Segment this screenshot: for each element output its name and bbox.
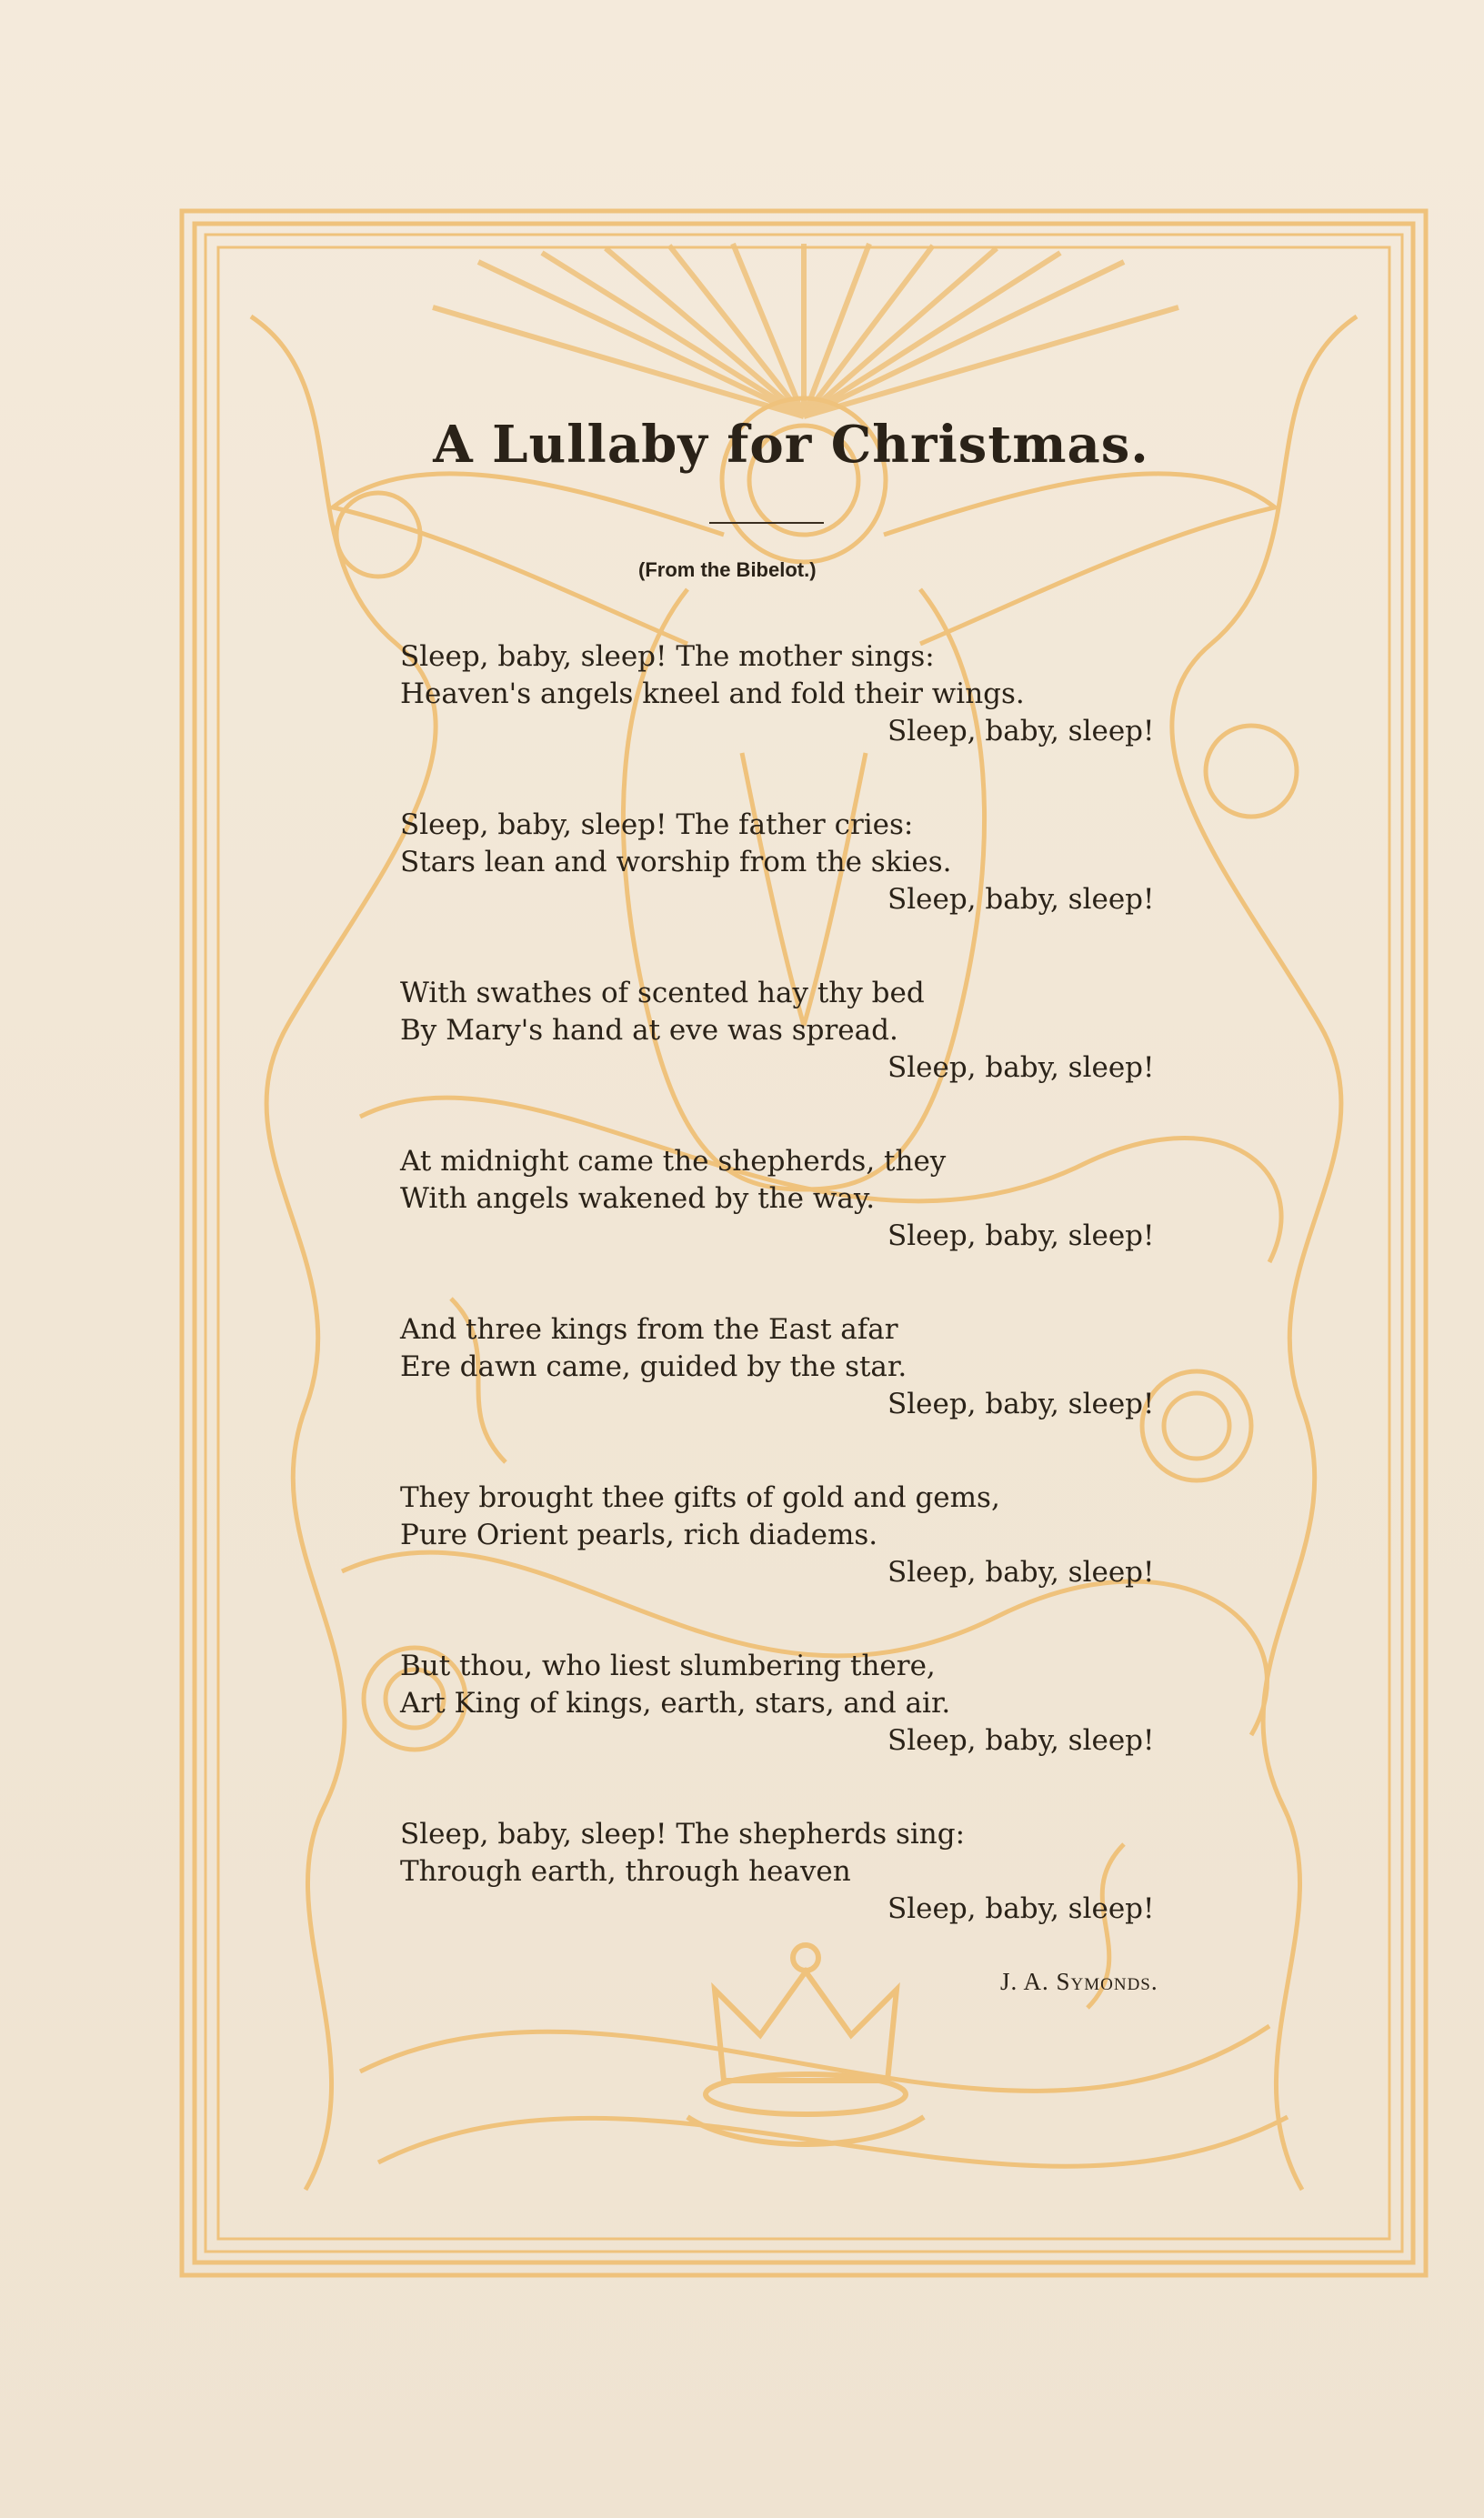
verse-line: Through earth, through heaven (400, 1855, 851, 1888)
stanza (400, 975, 1182, 1087)
stanza (400, 1648, 1182, 1760)
poem-author (1000, 1968, 1182, 1996)
stanza (400, 807, 1182, 918)
stanza (400, 1480, 1182, 1591)
verse-line: Stars lean and worship from the skies. (400, 846, 952, 878)
poem-source: (From the Bibelot.) (638, 558, 817, 581)
verse-line: Heaven's angels kneel and fold their wings. (400, 677, 1025, 710)
verse-line: Sleep, baby, sleep! The mother sings: (400, 640, 935, 673)
stanza (400, 1816, 1182, 1928)
verse-line: And three kings from the East afar (400, 1313, 898, 1346)
verse-line: Sleep, baby, sleep! The shepherds sing: (400, 1818, 966, 1851)
stanza (400, 1311, 1182, 1423)
stanza (400, 1143, 1182, 1255)
verse-line: With swathes of scented hay thy bed (400, 977, 925, 1009)
author-name: J. A. Symonds. (1000, 1968, 1158, 1995)
verse-line: With angels wakened by the way. (400, 1182, 876, 1215)
refrain-line: Sleep, baby, sleep! (887, 1556, 1155, 1589)
refrain-line: Sleep, baby, sleep! (887, 1892, 1155, 1925)
verse-line: They brought thee gifts of gold and gems, (400, 1481, 1000, 1514)
verse-line: Art King of kings, earth, stars, and air. (400, 1687, 951, 1720)
poem-title: A Lullaby for Christmas. (433, 415, 1149, 475)
verse-line: But thou, who liest slumbering there, (400, 1650, 936, 1682)
sun-rays-icon (433, 244, 1178, 416)
refrain-line: Sleep, baby, sleep! (887, 1219, 1155, 1252)
stanza (400, 638, 1182, 750)
verse-line: By Mary's hand at eve was spread. (400, 1014, 898, 1047)
verse-line: At midnight came the shepherds, they (400, 1145, 947, 1178)
refrain-line: Sleep, baby, sleep! (887, 1051, 1155, 1084)
verse-line: Ere dawn came, guided by the star. (400, 1350, 907, 1383)
refrain-line: Sleep, baby, sleep! (887, 1388, 1155, 1420)
verse-line: Sleep, baby, sleep! The father cries: (400, 808, 914, 841)
refrain-line: Sleep, baby, sleep! (887, 1724, 1155, 1757)
refrain-line: Sleep, baby, sleep! (887, 883, 1155, 916)
verse-line: Pure Orient pearls, rich diadems. (400, 1519, 878, 1551)
poem (400, 415, 1182, 1996)
title-divider (709, 522, 824, 524)
refrain-line: Sleep, baby, sleep! (887, 715, 1155, 747)
